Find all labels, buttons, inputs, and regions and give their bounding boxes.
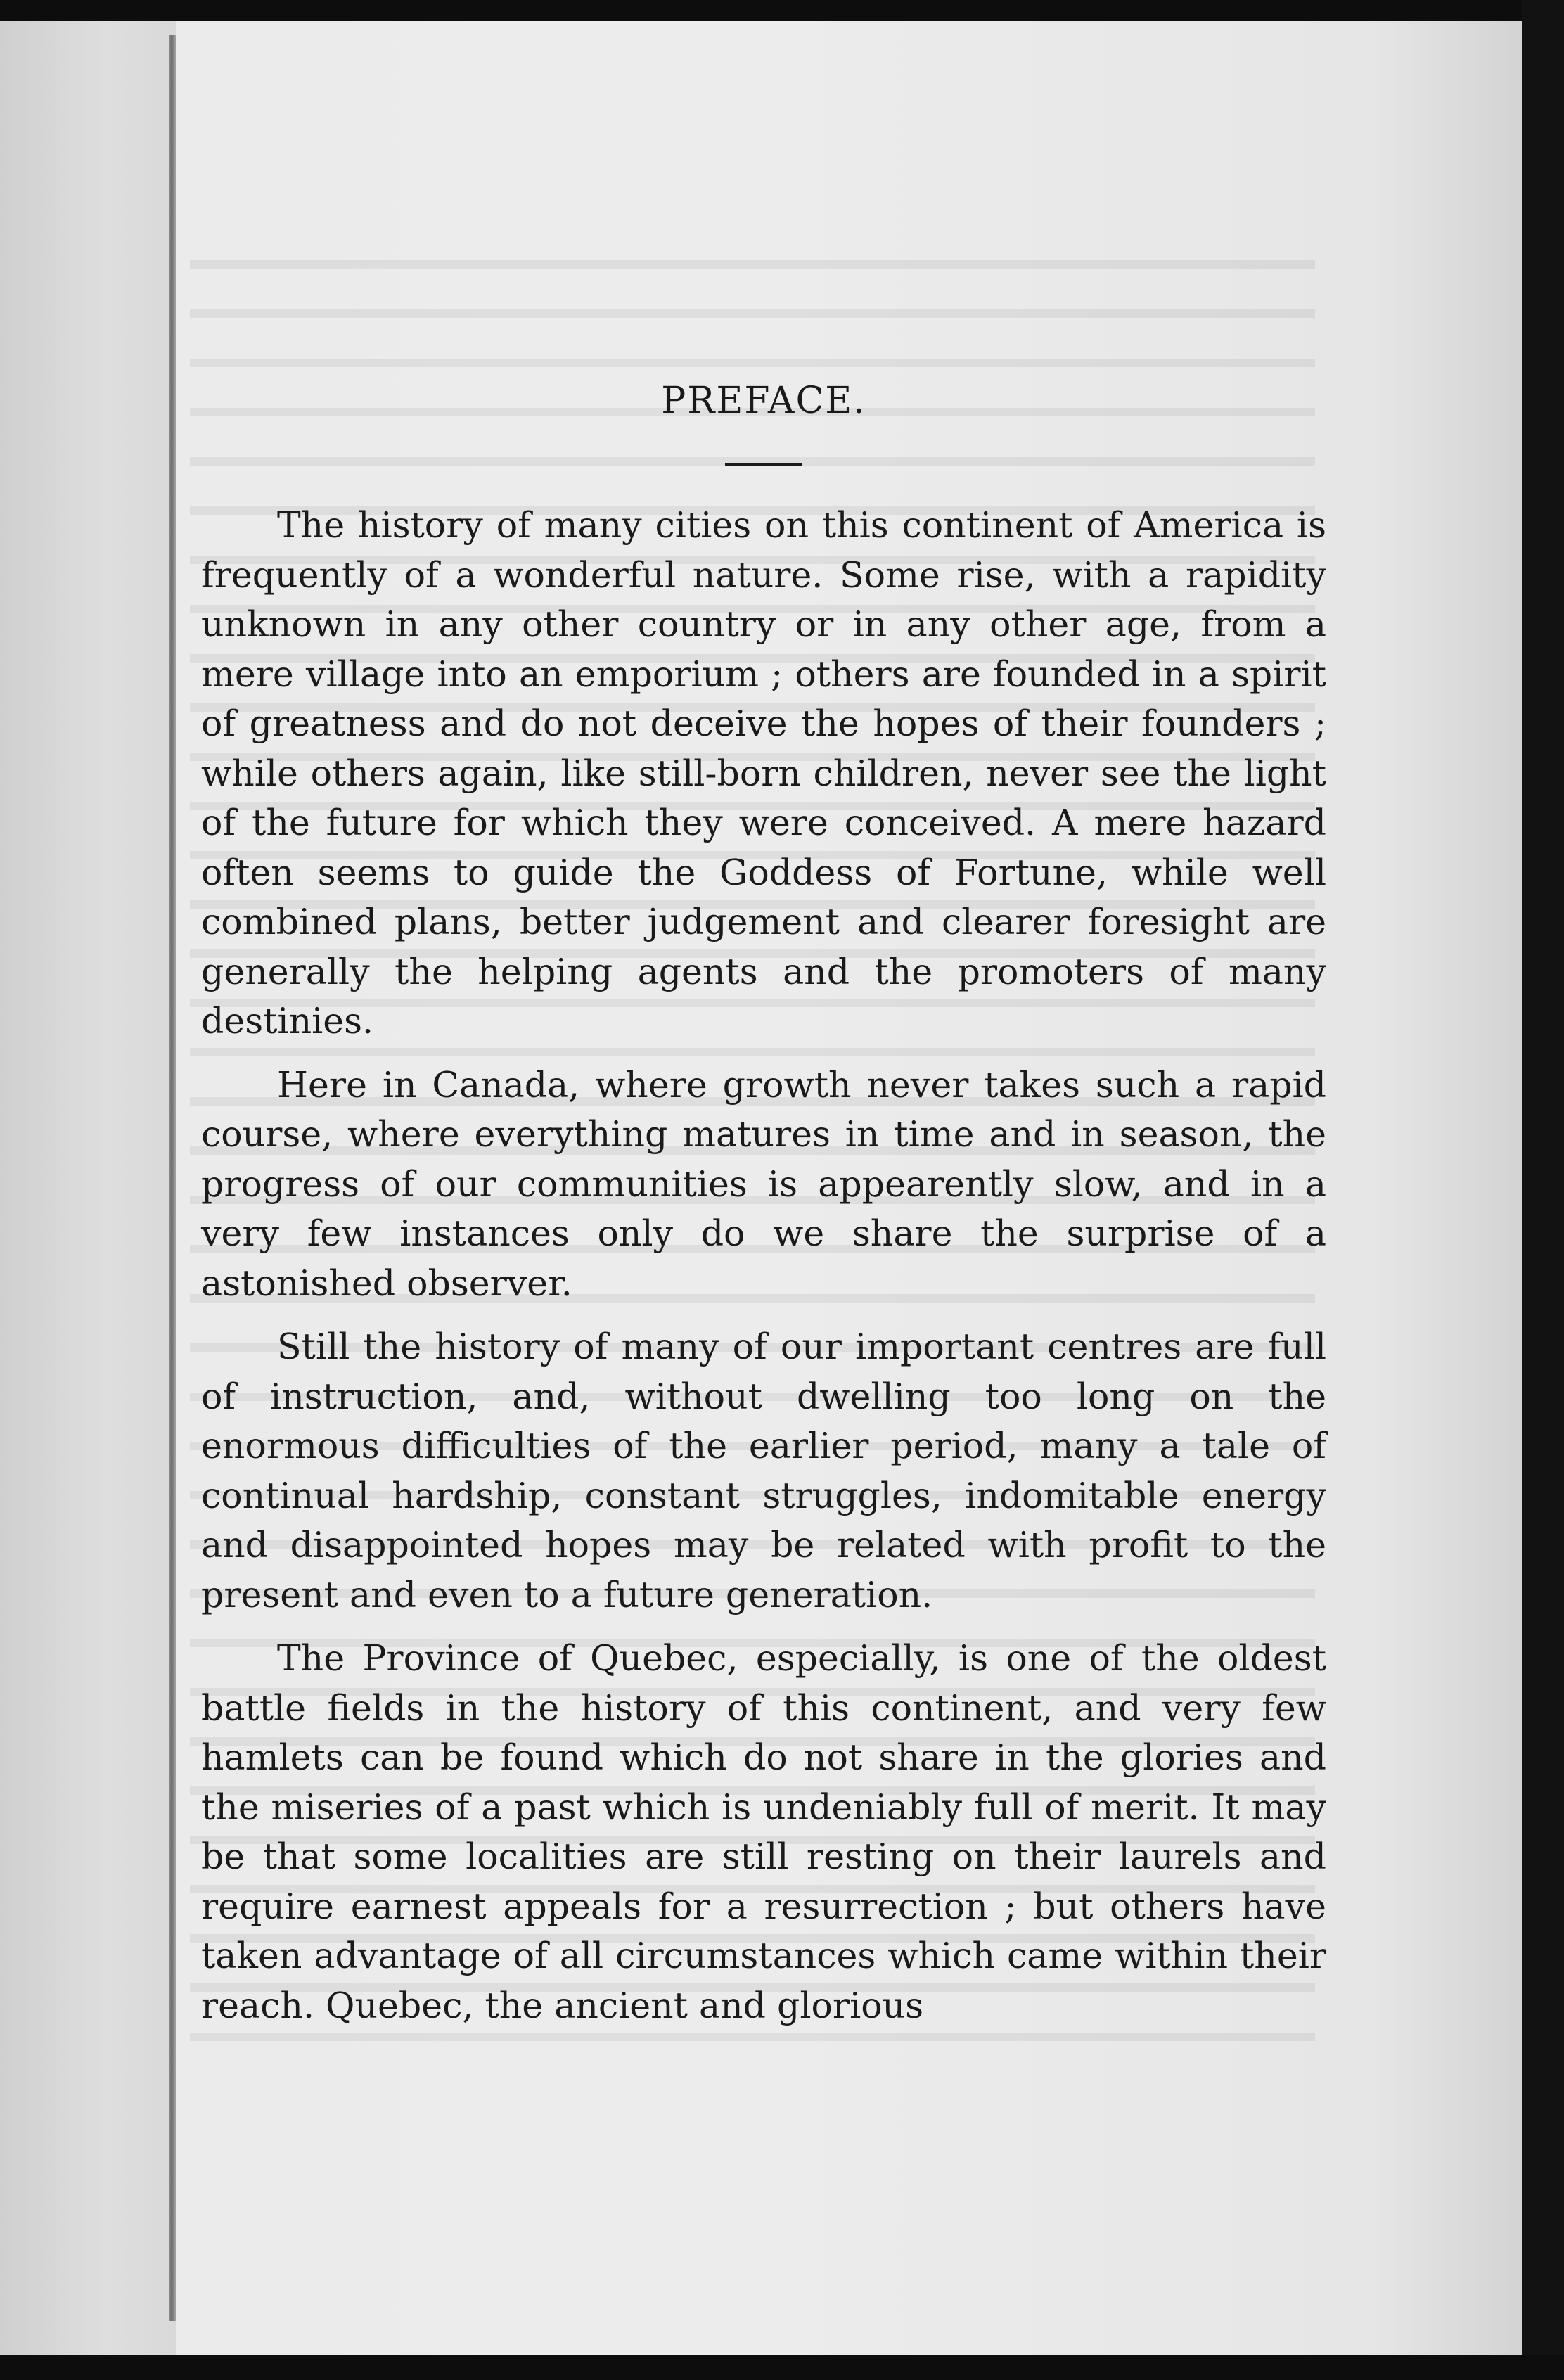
preface-section [201,380,1326,2045]
page-fold-shadow [169,35,176,2321]
facing-page-edge [0,21,176,2355]
paragraph-3: Still the history of many of our important centres are full of instruction, and, without dwelling too long on the enormous difficulties of the earlier period, many a tale of continual hardship, constant struggles, indomitable energy and disappointed hopes may be related with profit to the present and even to a future generation. [201,1326,1326,1616]
paragraph-4: The Province of Quebec, especially, is one of the oldest battle fields in the history of this continent, and very few hamlets can be found which do not share in the glories and the miseries of a past which is undeniably full of merit. It may be that some localities are still resting on their laurels and require earnest appeals for a resurrection ; but others have taken advantage of all circumstances which came within their reach. Quebec, the ancient and glorious [201,1637,1326,2026]
paragraph-1: The history of many cities on this continent of America is frequently of a wonderful nature. Some rise, with a rapidity unknown in any other country or in any other age, from a mere village into an emporium ; others are founded in a spirit of greatness and do not deceive the hopes of their founders ; while others again, like still-born children, never see the light of the future for which they were conceived. A mere hazard often seems to guide the Goddess of Fortune, while well combined plans, better judgement and clearer foresight are generally the helping agents and the promoters of many destinies. [201,504,1326,1042]
scan-border-right [1522,0,1564,2380]
scan-border-bottom [0,2355,1564,2380]
title-divider [725,463,802,466]
paragraph-2: Here in Canada, where growth never takes such a rapid course, where everything matures in time and in season, the progress of our communities is appearently slow, and in a very few instances only do we share the surprise of a astonished observer. [201,1063,1326,1304]
preface-title: PREFACE. [661,380,866,422]
